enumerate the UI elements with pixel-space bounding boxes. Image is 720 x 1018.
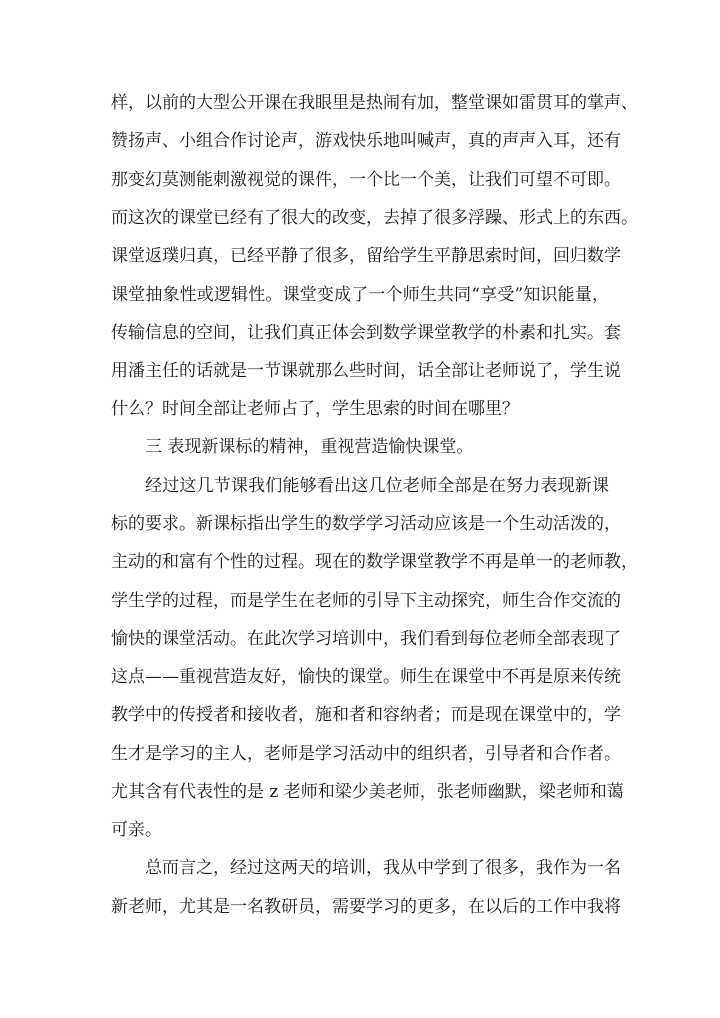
text-line: 教学中的传授者和接收者，施和者和容纳者；而是现在课堂中的，学 — [111, 705, 621, 725]
text-line: 尤其含有代表性的是 z 老师和梁少美老师，张老师幽默，梁老师和蔼 — [111, 782, 624, 802]
text-line: 标的要求。新课标指出学生的数学学习活动应该是一个生动活泼的， — [111, 514, 621, 534]
text-line: 经过这几节课我们能够看出这几位老师全部是在努力表现新课 — [145, 476, 609, 496]
text-line: 而这次的课堂已经有了很大的改变，去掉了很多浮躁、形式上的东西。 — [111, 208, 638, 228]
text-line: 课堂抽象性或逻辑性。课堂变成了一个师生共同“享受”知识能量， — [111, 285, 609, 305]
text-line: 传输信息的空间，让我们真正体会到数学课堂教学的朴素和扎实。套 — [111, 323, 621, 343]
text-line: 这点——重视营造友好，愉快的课堂。师生在课堂中不再是原来传统 — [111, 667, 621, 687]
text-line: 样，以前的大型公开课在我眼里是热闹有加，整堂课如雷贯耳的掌声、 — [111, 93, 638, 113]
text-line: 用潘主任的话就是一节课就那么些时间，话全部让老师说了，学生说 — [111, 361, 621, 381]
text-line: 新老师，尤其是一名教研员，需要学习的更多，在以后的工作中我将 — [111, 897, 621, 917]
text-line: 愉快的课堂活动。在此次学习培训中，我们看到每位老师全部表现了 — [111, 629, 621, 649]
text-line: 总而言之，经过这两天的培训，我从中学到了很多，我作为一名 — [145, 858, 621, 878]
text-line: 生才是学习的主人，老师是学习活动中的组织者，引导者和合作者。 — [111, 744, 621, 764]
text-line: 课堂返璞归真，已经平静了很多，留给学生平静思索时间，回归数学 — [111, 246, 621, 266]
text-line: 那变幻莫测能刺激视觉的课件，一个比一个美，让我们可望不可即。 — [111, 170, 621, 190]
text-line: 主动的和富有个性的过程。现在的数学课堂教学不再是单一的老师教， — [111, 552, 638, 572]
text-line: 赞扬声、小组合作讨论声，游戏快乐地叫喊声，真的声声入耳，还有 — [111, 131, 621, 151]
text-line: 可亲。 — [111, 820, 162, 840]
text-line: 学生学的过程，而是学生在老师的引导下主动探究，师生合作交流的 — [111, 591, 621, 611]
text-line: 什么？时间全部让老师占了，学生思索的时间在哪里？ — [111, 399, 519, 419]
section-heading: 三 表现新课标的精神，重视营造愉快课堂。 — [145, 437, 474, 457]
